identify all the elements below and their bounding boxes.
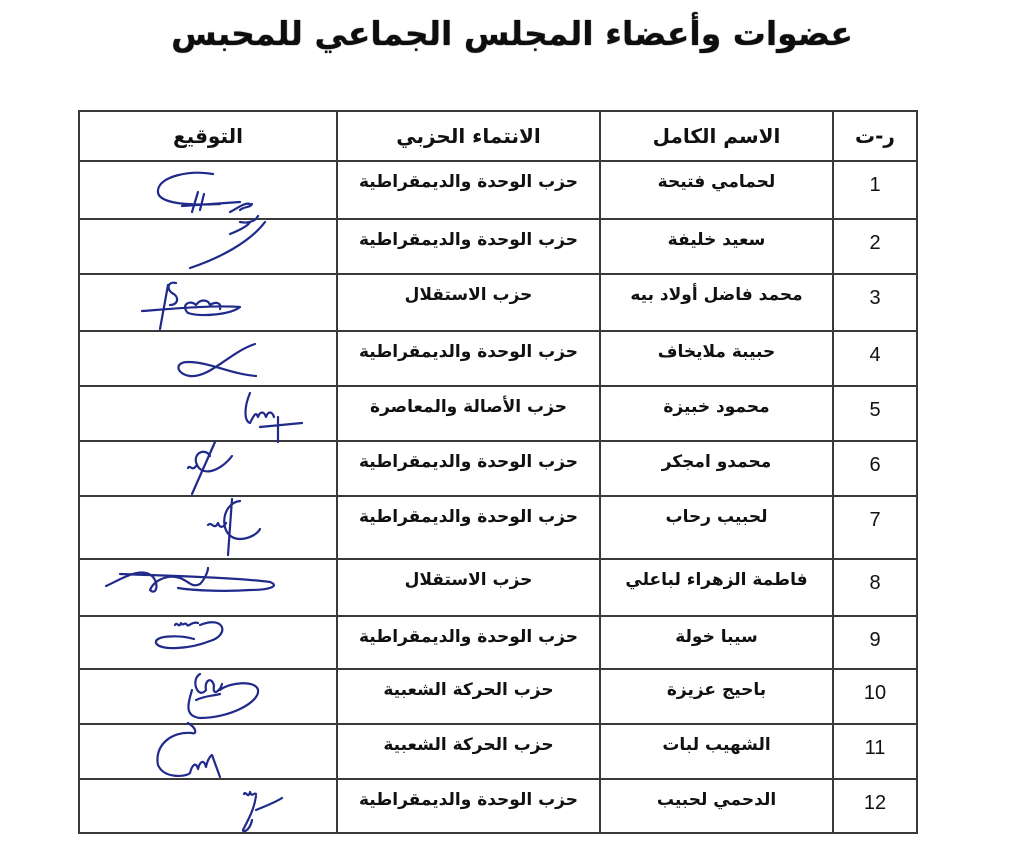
row-full-name: الشهيب لبات: [600, 724, 833, 779]
row-party: حزب الحركة الشعبية: [337, 669, 600, 724]
row-full-name: لحمامي فتيحة: [600, 161, 833, 219]
row-party: حزب الوحدة والديمقراطية: [337, 616, 600, 669]
row-party: حزب الوحدة والديمقراطية: [337, 219, 600, 274]
table-row: [79, 274, 917, 331]
header-full-name: الاسم الكامل: [600, 111, 833, 161]
row-number: 1: [833, 161, 917, 219]
signature-icon: [80, 670, 338, 725]
signature-cell: [79, 724, 337, 779]
document-title: عضوات وأعضاء المجلس الجماعي للمحبس: [171, 14, 853, 53]
table-row: [79, 496, 917, 559]
row-number: 7: [833, 496, 917, 559]
table-row: [79, 724, 917, 779]
signature-icon: [80, 332, 338, 387]
row-number: 9: [833, 616, 917, 669]
row-party: حزب الوحدة والديمقراطية: [337, 161, 600, 219]
signature-cell: [79, 496, 337, 559]
row-full-name: حبيبة ملايخاف: [600, 331, 833, 386]
row-full-name: فاطمة الزهراء لباعلي: [600, 559, 833, 616]
table-row: [79, 779, 917, 833]
row-party: حزب الوحدة والديمقراطية: [337, 441, 600, 496]
table-row: [79, 616, 917, 669]
signature-cell: [79, 331, 337, 386]
table-row: [79, 219, 917, 274]
signature-icon: [80, 387, 338, 442]
signature-cell: [79, 161, 337, 219]
row-number: 8: [833, 559, 917, 616]
signature-cell: [79, 386, 337, 441]
signature-icon: [80, 725, 338, 780]
row-number: 4: [833, 331, 917, 386]
signature-cell: [79, 779, 337, 833]
row-full-name: الدحمي لحبيب: [600, 779, 833, 833]
signature-icon: [80, 617, 338, 670]
row-party: حزب الأصالة والمعاصرة: [337, 386, 600, 441]
row-number: 12: [833, 779, 917, 833]
signature-icon: [80, 275, 338, 332]
row-full-name: لحبيب رحاب: [600, 496, 833, 559]
row-full-name: محمد فاضل أولاد بيه: [600, 274, 833, 331]
row-party: حزب الوحدة والديمقراطية: [337, 331, 600, 386]
row-number: 10: [833, 669, 917, 724]
table-row: [79, 669, 917, 724]
signature-cell: [79, 219, 337, 274]
row-party: حزب الاستقلال: [337, 559, 600, 616]
signature-icon: [80, 497, 338, 560]
signature-icon: [80, 220, 338, 275]
header-number: ر-ت: [833, 111, 917, 161]
signature-cell: [79, 616, 337, 669]
row-number: 5: [833, 386, 917, 441]
signature-icon: [80, 780, 338, 834]
members-table: [78, 110, 918, 834]
table-row: [79, 386, 917, 441]
header-party: الانتماء الحزبي: [337, 111, 600, 161]
header-signature: التوقيع: [79, 111, 337, 161]
table-row: [79, 331, 917, 386]
row-number: 3: [833, 274, 917, 331]
row-full-name: باحيج عزيزة: [600, 669, 833, 724]
signature-icon: [80, 442, 338, 497]
signature-icon: [80, 560, 338, 617]
signature-cell: [79, 274, 337, 331]
row-number: 6: [833, 441, 917, 496]
signature-icon: [80, 162, 338, 220]
row-full-name: محمود خبيزة: [600, 386, 833, 441]
signature-cell: [79, 559, 337, 616]
table-header-row: [79, 111, 917, 161]
row-full-name: محمدو امجكر: [600, 441, 833, 496]
row-number: 2: [833, 219, 917, 274]
row-full-name: سعيد خليفة: [600, 219, 833, 274]
row-party: حزب الاستقلال: [337, 274, 600, 331]
row-party: حزب الحركة الشعبية: [337, 724, 600, 779]
row-party: حزب الوحدة والديمقراطية: [337, 779, 600, 833]
row-party: حزب الوحدة والديمقراطية: [337, 496, 600, 559]
signature-cell: [79, 669, 337, 724]
table-row: [79, 441, 917, 496]
table-row: [79, 559, 917, 616]
row-number: 11: [833, 724, 917, 779]
table-row: [79, 161, 917, 219]
signature-cell: [79, 441, 337, 496]
row-full-name: سيبا خولة: [600, 616, 833, 669]
